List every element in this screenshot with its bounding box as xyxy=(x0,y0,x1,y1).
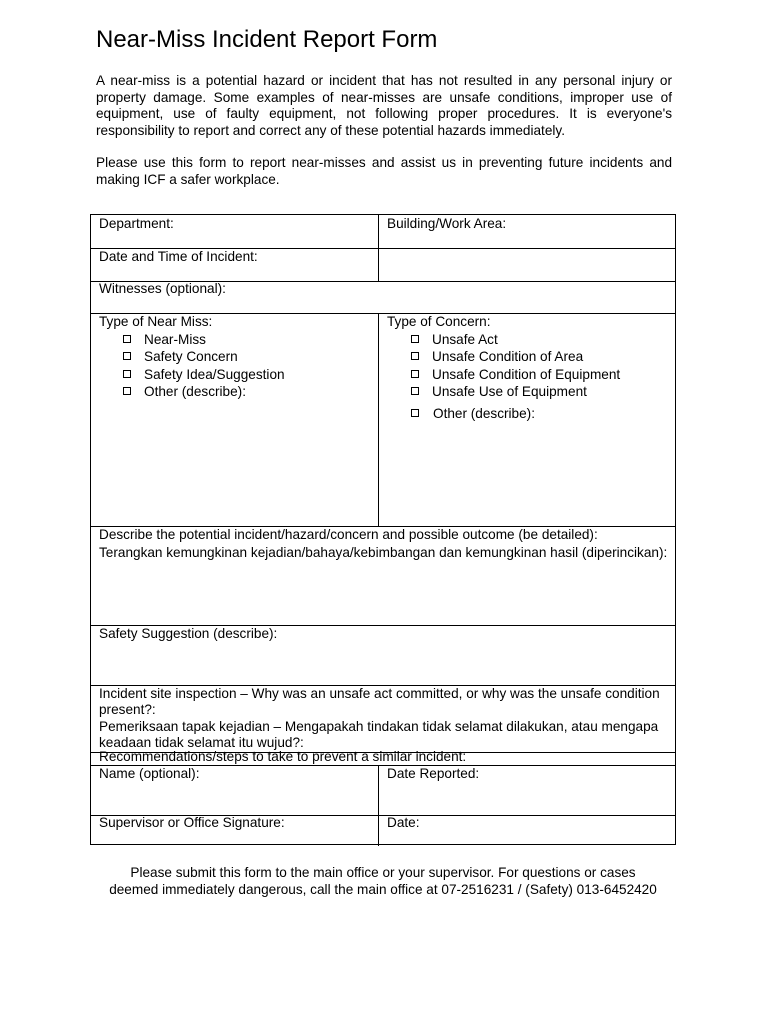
date-field[interactable]: Date: xyxy=(387,815,420,830)
page-title: Near-Miss Incident Report Form xyxy=(96,26,438,53)
inspection-label-ms: Pemeriksaan tapak kejadian – Mengapakah tindakan tidak selamat dilakukan, atau mengapa keadaan tidak selamat itu wujud?: xyxy=(99,718,659,750)
describe-label-en: Describe the potential incident/hazard/concern and possible outcome (be detailed): xyxy=(99,527,598,542)
footer-line-1: Please submit this form to the main office or your supervisor. For questions or cases xyxy=(130,865,636,880)
concern-option-other[interactable]: Other (describe): xyxy=(387,405,620,423)
checkbox-icon[interactable] xyxy=(123,335,131,343)
date-reported-field[interactable]: Date Reported: xyxy=(387,766,480,781)
column-divider xyxy=(378,313,379,526)
concern-option-unsafe-equipment[interactable]: Unsafe Condition of Equipment xyxy=(387,366,620,384)
date-time-value-field[interactable] xyxy=(379,249,676,280)
checkbox-icon[interactable] xyxy=(411,409,419,417)
near-miss-option-safety-idea[interactable]: Safety Idea/Suggestion xyxy=(99,366,285,384)
near-miss-option-near-miss[interactable]: Near-Miss xyxy=(99,331,285,349)
department-field[interactable]: Department: xyxy=(99,216,174,231)
instruction-paragraph: Please use this form to report near-misses and assist us in preventing future incidents and making ICF a safer workplace. xyxy=(96,155,672,187)
witnesses-field[interactable]: Witnesses (optional): xyxy=(99,281,226,296)
near-miss-type-group xyxy=(99,313,285,401)
checkbox-icon[interactable] xyxy=(123,370,131,378)
column-divider xyxy=(378,765,379,846)
concern-option-unsafe-area[interactable]: Unsafe Condition of Area xyxy=(387,348,620,366)
footer-line-2: deemed immediately dangerous, call the main office at 07-2516231 / (Safety) 013-6452420 xyxy=(109,882,657,897)
concern-type-label: Type of Concern: xyxy=(387,314,491,329)
describe-field[interactable] xyxy=(99,526,669,561)
checkbox-icon[interactable] xyxy=(411,335,419,343)
checkbox-icon[interactable] xyxy=(411,370,419,378)
near-miss-option-other[interactable]: Other (describe): xyxy=(99,383,285,401)
checkbox-icon[interactable] xyxy=(411,387,419,395)
intro-paragraph: A near-miss is a potential hazard or incident that has not resulted in any personal injury or property damage. Some examples of near-misses are unsafe conditions, improper use of equipment, use of faulty equipment, not following proper procedures. It is everyone's responsibility to report and correct any of these potential hazards immediately. xyxy=(96,73,672,138)
signature-field[interactable]: Supervisor or Office Signature: xyxy=(99,815,285,830)
describe-label-ms: Terangkan kemungkinan kejadian/bahaya/kebimbangan dan kemungkinan hasil (diperincikan): xyxy=(99,544,668,560)
near-miss-type-label: Type of Near Miss: xyxy=(99,314,213,329)
checkbox-icon[interactable] xyxy=(411,352,419,360)
near-miss-option-safety-concern[interactable]: Safety Concern xyxy=(99,348,285,366)
building-field[interactable]: Building/Work Area: xyxy=(387,216,507,231)
concern-option-unsafe-use[interactable]: Unsafe Use of Equipment xyxy=(387,383,620,401)
concern-option-unsafe-act[interactable]: Unsafe Act xyxy=(387,331,620,349)
concern-type-group xyxy=(387,313,620,422)
checkbox-icon[interactable] xyxy=(123,352,131,360)
report-form xyxy=(90,214,676,845)
name-field[interactable]: Name (optional): xyxy=(99,766,200,781)
inspection-field[interactable] xyxy=(99,686,671,751)
inspection-label-en: Incident site inspection – Why was an unsafe act committed, or why was the unsafe condition present?: xyxy=(99,686,660,718)
checkbox-icon[interactable] xyxy=(123,387,131,395)
date-time-field[interactable]: Date and Time of Incident: xyxy=(99,249,258,264)
safety-suggestion-field[interactable]: Safety Suggestion (describe): xyxy=(99,626,278,641)
footer-note xyxy=(90,864,676,898)
recommendations-field[interactable]: Recommendations/steps to take to prevent a similar incident: xyxy=(99,749,467,764)
